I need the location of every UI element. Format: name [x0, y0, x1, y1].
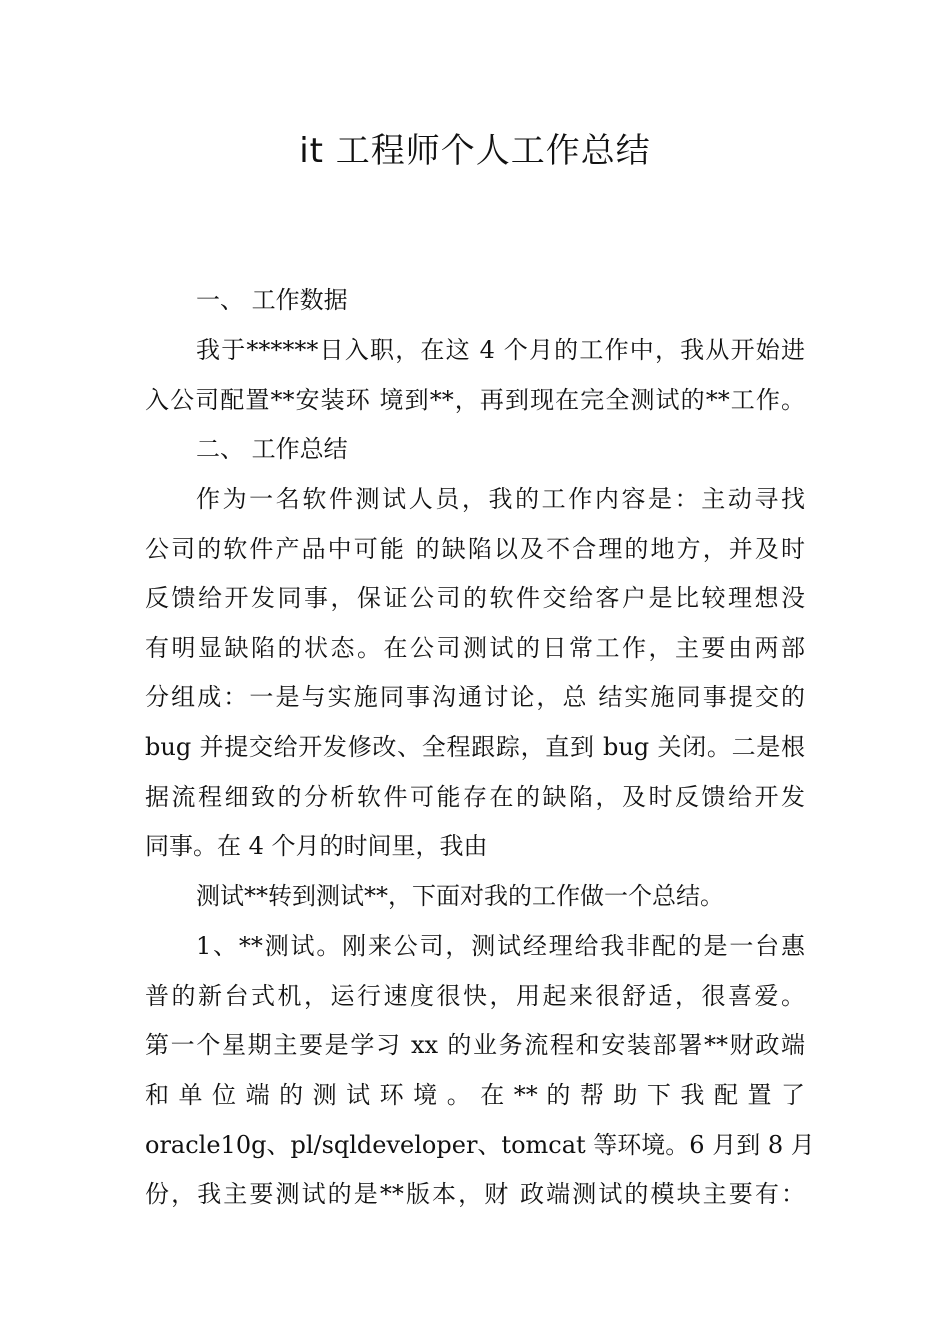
paragraph-line: 入公司配置**安装环 境到**，再到现在完全测试的**工作。 — [145, 386, 805, 414]
paragraph-line: 作为一名软件测试人员，我的工作内容是：主动寻找 — [196, 485, 805, 513]
paragraph-line: 测试**转到测试**，下面对我的工作做一个总结。 — [196, 882, 724, 910]
paragraph-line: 普的新台式机，运行速度很快，用起来很舒适，很喜爱。 — [145, 982, 805, 1010]
paragraph-line: bug 并提交给开发修改、全程跟踪，直到 bug 关闭。二是根 — [145, 733, 805, 761]
section-heading-2: 二、 工作总结 — [196, 435, 348, 463]
paragraph-line: 同事。在 4 个月的时间里，我由 — [145, 832, 488, 860]
paragraph-line: 有明显缺陷的状态。在公司测试的日常工作，主要由两部 — [145, 634, 805, 662]
paragraph-line: 1、**测试。刚来公司，测试经理给我非配的是一台惠 — [196, 932, 805, 960]
section-heading-1: 一、 工作数据 — [196, 286, 348, 314]
paragraph-line: 公司的软件产品中可能 的缺陷以及不合理的地方，并及时 — [145, 535, 805, 563]
paragraph-line: 我于******日入职，在这 4 个月的工作中，我从开始进 — [196, 336, 805, 364]
paragraph-line: 份，我主要测试的是**版本，财 政端测试的模块主要有： — [145, 1180, 805, 1208]
document-title: it 工程师个人工作总结 — [299, 131, 651, 171]
paragraph-line: 分组成：一是与实施同事沟通讨论，总 结实施同事提交的 — [145, 683, 805, 711]
paragraph-line: 第一个星期主要是学习 xx 的业务流程和安装部署**财政端 — [145, 1031, 805, 1059]
paragraph-line: oracle10g、pl/sqldeveloper、tomcat 等环境。6 月到 8 月 — [145, 1131, 815, 1159]
paragraph-line: 和 单 位 端 的 测 试 环 境 。 在 ** 的 帮 助 下 我 配 置 了 — [145, 1081, 805, 1109]
paragraph-line: 反馈给开发同事，保证公司的软件交给客户是比较理想没 — [145, 584, 805, 612]
paragraph-line: 据流程细致的分析软件可能存在的缺陷，及时反馈给开发 — [145, 783, 805, 811]
